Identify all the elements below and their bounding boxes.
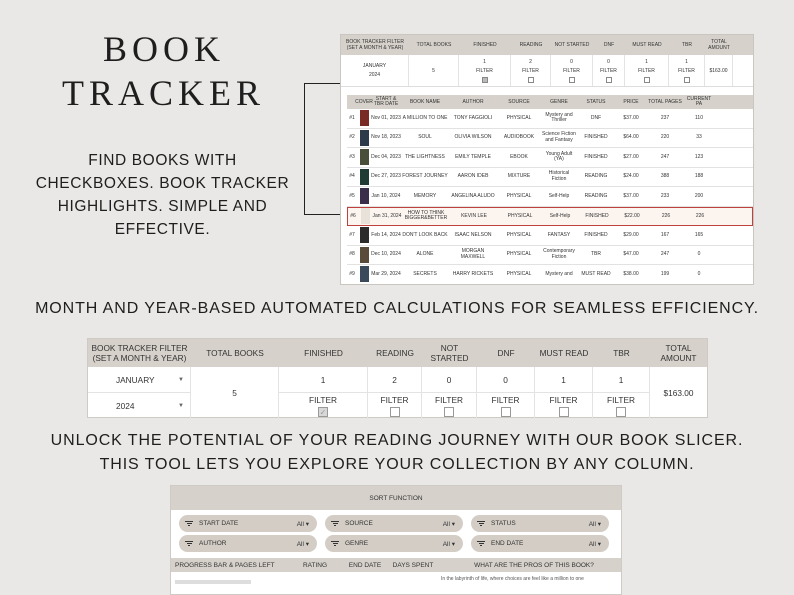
header-filter: BOOK TRACKER FILTER (SET A MONTH & YEAR) (91, 343, 188, 363)
preview-header-must-read: MUST READ (632, 42, 662, 48)
cell-source[interactable]: PHYSICAL (506, 251, 532, 257)
hero-blurb: FIND BOOKS WITH CHECKBOXES. BOOK TRACKER HIGHLIGHTS. SIMPLE AND EFFECTIVE. (35, 152, 290, 238)
preview-header-reading: READING (519, 42, 543, 48)
cell-row-index: #2 (349, 134, 355, 140)
cell-book-name: SECRETS (413, 270, 437, 277)
cell-start-date: Dec 04, 2023 (371, 153, 401, 160)
filter-label: FILTER (549, 395, 578, 405)
pill-value[interactable]: All ▾ (296, 540, 309, 548)
books-table-body (341, 109, 753, 285)
books-col-price: PRICE (623, 98, 639, 105)
connector-line (304, 83, 344, 215)
table-row-highlighted (347, 207, 753, 227)
preview-filter-label: FILTER (678, 67, 695, 74)
preview-filter-label: FILTER (600, 67, 617, 74)
headline-slicer-2: THIS TOOL LETS YOU EXPLORE YOUR COLLECTION BY ANY COLUMN. (99, 456, 695, 473)
filter-icon (331, 521, 339, 527)
cell-price: $27.00 (623, 153, 639, 160)
books-col-genre: GENRE (550, 98, 568, 105)
month-value: JANUARY (116, 374, 155, 385)
pill-value[interactable]: All ▾ (588, 520, 601, 528)
cell-author: HARRY RICKETS (452, 270, 494, 277)
book-cover-image (360, 227, 369, 243)
filter-label: FILTER (607, 395, 635, 405)
cell-cover (357, 226, 371, 245)
cell-cover (357, 265, 371, 284)
preview-header-tbr: TBR (682, 42, 692, 48)
preview-count-must-read: 1 (645, 58, 648, 65)
filter-label: FILTER (491, 395, 520, 405)
year-value: 2024 (116, 401, 135, 411)
cell-start-date: Mar 29, 2024 (371, 270, 401, 277)
books-col-current-pages: CURRENT PA (686, 96, 712, 107)
filter-icon (185, 541, 193, 547)
reading-count: 2 (368, 367, 421, 393)
cell-current-pages: 0 (697, 251, 701, 257)
cell-status[interactable]: MUST READ (581, 270, 611, 277)
tbr-count: 1 (593, 367, 649, 393)
table-row (347, 129, 753, 149)
preview-filter-label: FILTER (522, 67, 539, 74)
filter-label: FILTER (435, 395, 463, 405)
headline-slicer-1: UNLOCK THE POTENTIAL OF YOUR READING JOURNEY WITH OUR BOOK SLICER. (50, 432, 744, 449)
cell-start-date: Dec 10, 2024 (371, 251, 401, 257)
pill-value[interactable]: All ▾ (442, 520, 455, 528)
cell-genre: Self-Help (548, 192, 570, 199)
cell-genre: Historical Fiction (548, 170, 570, 182)
table-row (347, 265, 753, 285)
header-total-amount: TOTAL AMOUNT (660, 343, 697, 363)
header-not-started: NOT STARTED (430, 343, 469, 363)
title-line-2: TRACKER (62, 73, 266, 113)
cell-source[interactable]: AUDIOBOOK (503, 134, 535, 140)
cell-total-pages: 247 (660, 251, 670, 257)
cell-total-pages: 237 (660, 114, 670, 121)
books-col-status: STATUS (586, 98, 606, 105)
col-days-spent: DAYS SPENT (392, 561, 434, 569)
cell-current-pages: 110 (695, 114, 703, 121)
cell-current-pages: 200 (694, 192, 704, 199)
cell-start-date: Dec 27, 2023 (371, 173, 401, 179)
preview-checkbox-tbr[interactable] (684, 77, 690, 83)
reading-filter-checkbox[interactable] (390, 407, 400, 417)
pill-label: START DATE (199, 520, 239, 527)
cell-start-date: Nov 18, 2023 (371, 134, 401, 140)
cell-source[interactable]: MIXTURE (507, 173, 531, 179)
cell-source[interactable]: PHYSICAL (506, 231, 532, 238)
cell-start-date: Nov 01, 2023 (371, 114, 401, 121)
cell-author: ISAAC NELSON (454, 231, 492, 238)
cell-total-pages: 220 (660, 134, 670, 140)
cell-genre: Self-Help (549, 212, 571, 219)
cell-author: MORGAN MAXWELL (460, 248, 486, 260)
filter-label: FILTER (380, 395, 409, 405)
cell-genre: Science Fiction and Fantasy (542, 131, 576, 143)
col-pros: WHAT ARE THE PROS OF THIS BOOK? (474, 561, 594, 569)
books-col-author: AUTHOR (462, 98, 484, 105)
cell-total-pages: 388 (660, 173, 670, 179)
preview-checkbox-dnf[interactable] (606, 77, 612, 83)
pill-value[interactable]: All ▾ (588, 540, 601, 548)
pill-label: SOURCE (345, 520, 373, 527)
book-cover-image (360, 130, 369, 146)
cell-cover (357, 148, 371, 167)
filter-icon (331, 541, 339, 547)
cell-author: KEVIN LEE (461, 212, 487, 219)
preview-checkbox-reading[interactable] (528, 77, 534, 83)
sort-panel (170, 485, 622, 595)
cell-book-name: SOUL (418, 134, 432, 140)
cell-start-date: Jan 31, 2024 (372, 212, 402, 219)
headline-month-year: MONTH AND YEAR-BASED AUTOMATED CALCULATIONS FOR SEAMLESS EFFICIENCY. (35, 300, 759, 317)
sort-pill-status[interactable] (471, 515, 609, 532)
cell-status[interactable]: READING (584, 192, 608, 199)
preview-count-tbr: 1 (685, 58, 688, 65)
cell-source[interactable]: PHYSICAL (507, 212, 533, 219)
preview-month[interactable]: JANUARY (362, 63, 387, 69)
cell-status[interactable]: READING (584, 173, 608, 179)
cell-status[interactable]: DNF (590, 114, 602, 121)
must-read-filter-checkbox[interactable] (559, 407, 569, 417)
table-row (347, 148, 753, 168)
preview-count-dnf: 0 (607, 58, 610, 65)
dnf-filter-checkbox[interactable] (501, 407, 511, 417)
cell-price: $22.00 (624, 212, 640, 219)
sort-pill-author[interactable] (179, 535, 317, 552)
sort-title: SORT FUNCTION (171, 486, 621, 510)
preview-header-filter: BOOK TRACKER FILTER (SET A MONTH & YEAR) (346, 39, 404, 51)
pill-label: GENRE (345, 540, 369, 547)
cell-row-index: #5 (349, 192, 355, 199)
cell-author: AARON IDEB (457, 173, 489, 179)
cell-status[interactable]: FINISHED (584, 153, 608, 160)
cell-book-name: FOREST JOURNEY (402, 173, 448, 179)
preview-filter-label: FILTER (563, 67, 580, 74)
table-row (347, 246, 753, 266)
cell-current-pages: 226 (695, 212, 705, 219)
col-end-date: END DATE (348, 561, 382, 569)
cell-row-index: #7 (349, 231, 355, 238)
cell-source[interactable]: EBOOK (510, 153, 528, 160)
header-finished: FINISHED (304, 348, 343, 358)
cell-author: OLIVIA WILSON (454, 134, 492, 140)
book-cover-image (360, 247, 369, 263)
cell-row-index: #9 (349, 270, 355, 277)
preview-header-total-amount: TOTAL AMOUNT (708, 39, 730, 51)
filter-icon (185, 521, 193, 527)
cell-genre: Contemporary Fiction (543, 248, 575, 260)
cell-current-pages: 123 (694, 153, 704, 160)
filter-panel (87, 338, 708, 418)
books-col-source: SOURCE (508, 98, 530, 105)
table-row (347, 226, 753, 246)
cell-genre: Mystery and Thriller (545, 111, 573, 124)
cell-row-index: #1 (349, 114, 355, 121)
preview-filter-label: FILTER (638, 67, 655, 74)
book-cover-image (361, 208, 370, 224)
cell-source[interactable]: PHYSICAL (506, 270, 532, 277)
cell-book-name: THE LIGHTNESS (405, 153, 445, 160)
filter-panel-header (88, 339, 707, 367)
cell-start-date: Feb 14, 2024 (371, 231, 401, 238)
cell-current-pages: 165 (694, 231, 704, 238)
tbr-filter-checkbox[interactable] (616, 407, 626, 417)
sort-table-header (171, 558, 621, 572)
dnf-count: 0 (477, 367, 534, 393)
cell-price: $47.00 (623, 251, 639, 257)
cell-status[interactable]: FINISHED (585, 212, 609, 219)
total-books-value: 5 (232, 388, 237, 398)
cell-current-pages: 188 (694, 173, 704, 179)
cell-total-pages: 247 (660, 153, 670, 160)
books-table-header (347, 95, 753, 109)
preview-filter-header (341, 35, 753, 55)
preview-filter-label: FILTER (476, 67, 493, 74)
preview-checkbox-must-read[interactable] (644, 77, 650, 83)
cell-cover (357, 129, 371, 148)
sort-pills (171, 510, 621, 558)
cell-book-name: MEMORY (413, 192, 437, 199)
cell-book-name: ALONE (416, 251, 434, 257)
table-row (347, 168, 753, 188)
cell-cover (357, 168, 371, 187)
cell-book-name: DON'T LOOK BACK (402, 231, 448, 238)
header-must-read: MUST READ (539, 348, 589, 358)
cell-price: $64.00 (623, 134, 639, 140)
sort-pill-genre[interactable] (325, 535, 463, 552)
filter-icon (477, 541, 485, 547)
cell-price: $29.00 (623, 231, 639, 238)
cell-total-pages: 167 (660, 231, 670, 238)
book-cover-image (360, 188, 369, 204)
cell-current-pages: 33 (696, 134, 702, 140)
book-cover-image (360, 266, 369, 282)
header-reading: READING (376, 348, 414, 358)
preview-checkbox-finished[interactable] (482, 77, 488, 83)
cell-start-date: Jan 10, 2024 (371, 192, 401, 199)
books-col-cover: COVER (355, 98, 373, 105)
preview-total-books: 5 (432, 67, 435, 74)
cell-genre: FANTASY (547, 231, 571, 238)
spreadsheet-preview (340, 34, 754, 285)
cell-author: EMILY TEMPLE (455, 153, 491, 160)
preview-month-year[interactable] (341, 55, 409, 86)
sort-pill-end-date[interactable] (471, 535, 609, 552)
cell-genre: Young Adult (YA) (545, 150, 573, 163)
preview-count-not-started: 0 (570, 58, 573, 65)
preview-header-dnf: DNF (603, 42, 615, 48)
cell-book-name: A MILLION TO ONE (402, 114, 448, 121)
year-select[interactable] (88, 393, 190, 419)
books-col-name: BOOK NAME (409, 98, 441, 105)
preview-header-total-books: TOTAL BOOKS (416, 42, 452, 48)
header-total-books: TOTAL BOOKS (206, 348, 264, 358)
progress-bar (175, 580, 251, 584)
sort-pill-source[interactable] (325, 515, 463, 532)
sort-table-row (171, 572, 621, 595)
table-row (347, 109, 753, 129)
cell-status[interactable]: FINISHED (584, 134, 608, 140)
book-cover-image (360, 110, 369, 126)
cell-price: $37.00 (623, 114, 639, 121)
cell-cover (358, 208, 372, 226)
cell-source[interactable]: PHYSICAL (506, 114, 532, 121)
col-progress: PROGRESS BAR & PAGES LEFT (175, 561, 275, 569)
chevron-down-icon[interactable]: ▼ (178, 403, 184, 409)
title-line-1: BOOK (103, 29, 226, 69)
preview-filter-row (341, 55, 753, 87)
cell-price: $37.00 (623, 192, 639, 199)
must-read-count: 1 (535, 367, 592, 393)
pill-label: AUTHOR (199, 540, 227, 547)
cell-status[interactable]: TBR (591, 251, 601, 257)
cell-total-pages: 199 (660, 270, 670, 277)
cell-author: TONY FAGGIOLI (453, 114, 493, 121)
cell-book-name: HOW TO THINK BIGGER&BETTER (404, 209, 448, 222)
cell-status[interactable]: FINISHED (584, 231, 608, 238)
preview-checkbox-not-started[interactable] (569, 77, 575, 83)
preview-total-amount: $163.00 (709, 67, 728, 74)
preview-header-not-started: NOT STARTED (554, 42, 590, 48)
finished-count: 1 (279, 367, 367, 393)
books-col-total-pages: TOTAL PAGES (648, 98, 682, 105)
cell-cover (357, 246, 371, 265)
cell-row-index: #8 (349, 251, 355, 257)
pill-label: END DATE (491, 540, 524, 547)
cell-cover (357, 187, 371, 206)
preview-header-finished: FINISHED (473, 42, 497, 48)
header-dnf: DNF (497, 348, 515, 358)
filter-label: FILTER (309, 395, 337, 405)
not-started-count: 0 (422, 367, 476, 393)
cell-total-pages: 233 (660, 192, 670, 199)
table-row (347, 187, 753, 207)
preview-count-reading: 2 (529, 58, 532, 65)
cell-genre: Mystery and (545, 270, 573, 277)
col-rating: RATING (302, 561, 328, 569)
cell-row-index: #4 (349, 173, 355, 179)
cell-total-pages: 226 (661, 212, 671, 219)
chevron-down-icon[interactable]: ▼ (178, 376, 184, 383)
not-started-filter-checkbox[interactable] (444, 407, 454, 417)
cell-cover (357, 109, 371, 128)
books-col-date: START & TBR DATE (373, 96, 399, 107)
cell-price: $38.00 (623, 270, 639, 277)
month-select[interactable] (88, 367, 190, 393)
total-amount-value: $163.00 (663, 388, 694, 398)
filter-icon (477, 521, 485, 527)
cell-source[interactable]: PHYSICAL (506, 192, 532, 199)
cell-row-index: #6 (350, 212, 356, 219)
pill-label: STATUS (491, 520, 516, 527)
preview-count-finished: 1 (483, 58, 486, 65)
header-tbr: TBR (613, 348, 630, 358)
cell-row-index: #3 (349, 153, 355, 160)
preview-year[interactable]: 2024 (368, 72, 381, 78)
pill-value[interactable]: All ▾ (296, 520, 309, 528)
cell-price: $24.00 (623, 173, 639, 179)
pill-value[interactable]: All ▾ (442, 540, 455, 548)
finished-filter-checkbox[interactable]: ✓ (319, 407, 327, 417)
book-cover-image (360, 169, 369, 185)
book-cover-image (360, 149, 369, 165)
cell-current-pages: 0 (697, 270, 701, 277)
sort-pill-start-date[interactable] (179, 515, 317, 532)
cell-author: ANGELINA ALUDO (451, 192, 495, 199)
pros-text: In the labyrinth of life, where choices are feel like a million to one (441, 576, 584, 582)
